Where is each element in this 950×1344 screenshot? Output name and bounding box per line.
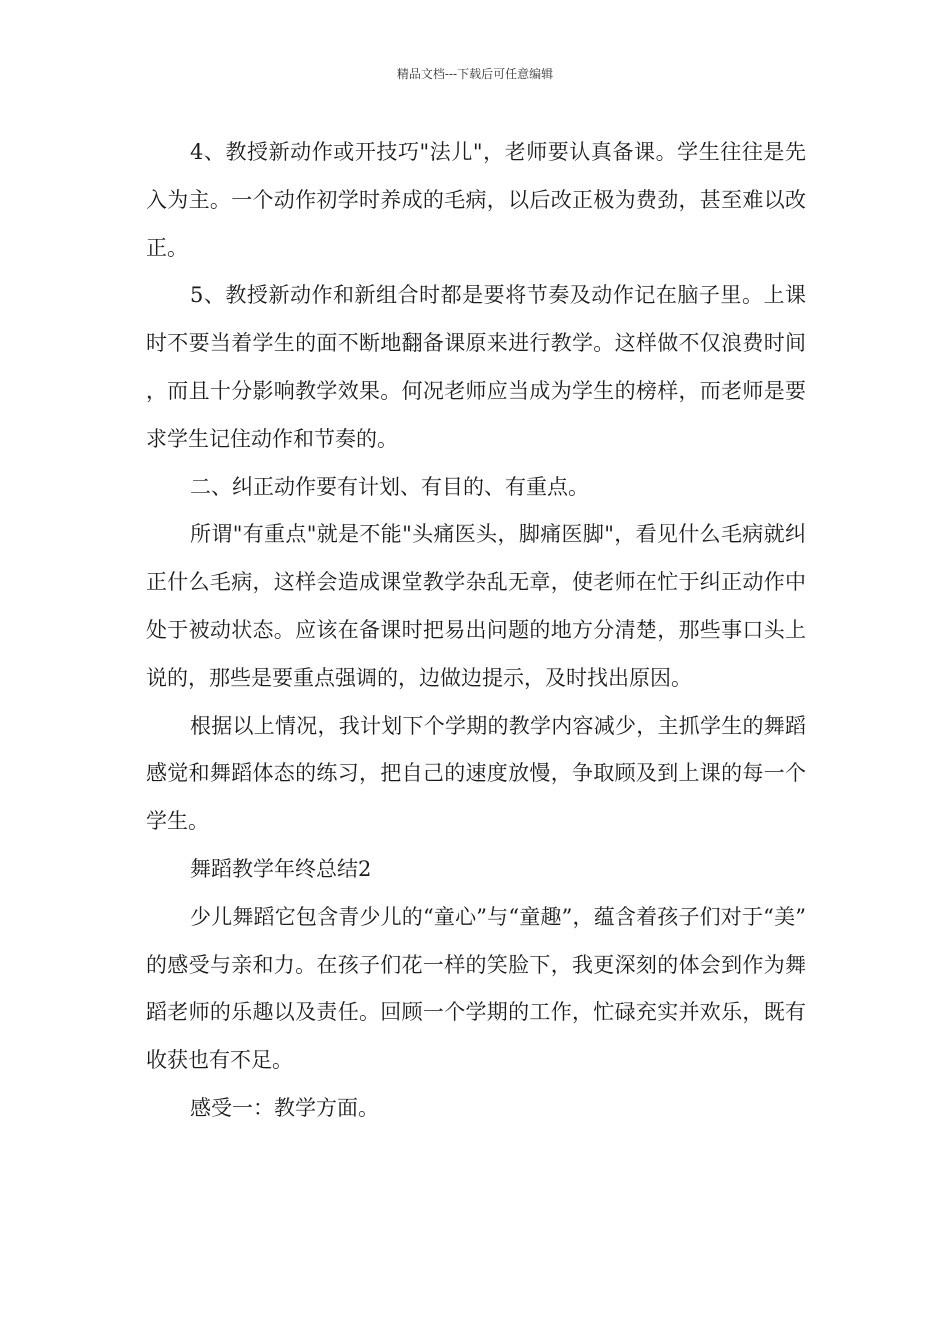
paragraph-focus-points: 所谓"有重点"就是不能"头痛医头，脚痛医脚"，看见什么毛病就纠正什么毛病，这样会造成课堂教学杂乱无章，使老师在忙于纠正动作中处于被动状态。应该在备课时把易出问题的地方分清楚，那些事口头上说的，那些是要重点强调的，边做边提示，及时找出原因。	[146, 522, 806, 690]
section-heading-correct-movements: 二、纠正动作要有计划、有目的、有重点。	[190, 474, 589, 499]
paragraph-item-4: 4、教授新动作或开技巧"法儿"，老师要认真备课。学生往往是先入为主。一个动作初学时养成的毛病，以后改正极为费劲，甚至难以改正。	[146, 140, 806, 260]
section-heading-teaching: 感受一：教学方面。	[190, 1095, 379, 1120]
document-body	[146, 129, 806, 1133]
paragraph-children-dance: 少儿舞蹈它包含青少儿的“童心”与“童趣”，蕴含着孩子们对于“美”的感受与亲和力。在孩子们花一样的笑脸下，我更深刻的体会到作为舞蹈老师的乐趣以及责任。回顾一个学期的工作，忙碌充实并欢乐，既有收获也有不足。	[146, 904, 806, 1073]
paragraph-next-semester-plan: 根据以上情况，我计划下个学期的教学内容减少，主抓学生的舞蹈感觉和舞蹈体态的练习，把自己的速度放慢，争取顾及到上课的每一个学生。	[146, 713, 806, 834]
page-header: 精品文档---下载后可任意编辑	[396, 67, 554, 81]
paragraph-item-5: 5、教授新动作和新组合时都是要将节奏及动作记在脑子里。上课时不要当着学生的面不断地翻备课原来进行教学。这样做不仅浪费时间，而且十分影响教学效果。何况老师应当成为学生的榜样，而老师是要求学生记住动作和节奏的。	[146, 283, 806, 451]
section-title-summary-2: 舞蹈教学年终总结2	[190, 856, 372, 881]
